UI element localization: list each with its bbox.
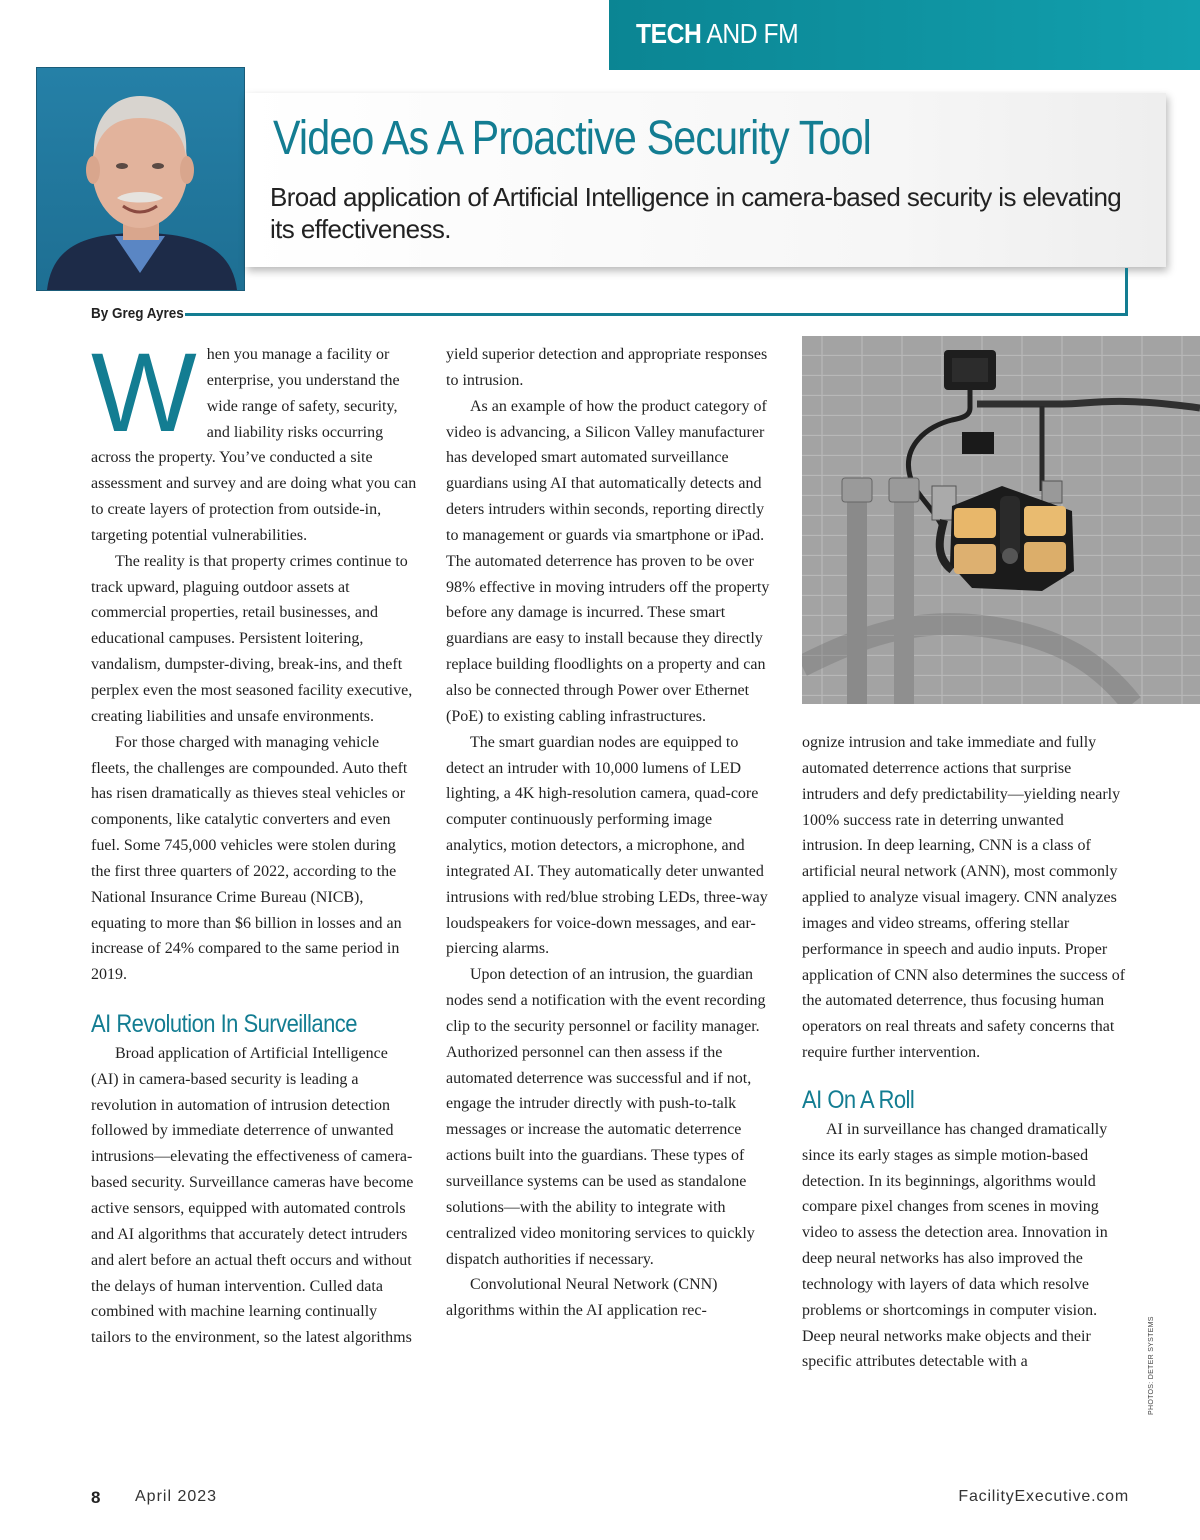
paragraph-3: For those charged with managing vehicle fleets, the challenges are compounded. Auto theft has risen dramatically as thieves steal vehicles or components, like catalytic converters and even fuel. Some 745,000 vehicles were stolen during the first three quarters of 2022, according to the National Insurance Crime Bureau (NICB), equating to more than $6 billion in losses and an increase of 24% compared to the same period in 2019.	[91, 733, 408, 984]
floodlight-photo-illustration	[802, 336, 1200, 704]
paragraph-9: AI in surveillance has changed dramatically since its early stages as simple motion-based detection. In its beginnings, algorithms would compare pixel changes from scenes in moving video to assess the detection area. Innovation in deep neural networks has also improved the technology with layers of data which resolve problems or shortcomings in computer vision. Deep neural networks make objects and their specific attributes detectable with a	[802, 1120, 1108, 1371]
paragraph-6: The smart guardian nodes are equipped to detect an intruder with 10,000 lumens of LED lighting, a 4K high-resolution camera, quad-core computer continuously performing image analytics, motion detectors, a microphone, and integrated AI. They automatically deter unwanted intrusions with red/blue strobing LEDs, three-way loudspeakers for voice-down messages, and ear-piercing alarms.	[446, 733, 768, 958]
author-portrait	[36, 67, 245, 291]
paragraph-8: Convolutional Neural Network (CNN) algorithms within the AI application rec-	[446, 1276, 718, 1320]
page-number: 8	[91, 1488, 101, 1507]
floodlight-camera-photo	[802, 336, 1200, 704]
section-label-bold: TECH	[636, 18, 702, 49]
header-rule-vertical	[1125, 268, 1128, 316]
issue-date: April 2023	[135, 1488, 218, 1505]
paragraph-1-text: hen you manage a facility or enterprise, you understand the wide range of safety, security, and liability risks occurring across the property. You’ve conducted a site assessment and survey and are doing what you can to create layers of protection from outside-in, targeting potential vulnerabilities.	[91, 346, 417, 544]
section-label	[636, 18, 798, 50]
paragraph-2: The reality is that property crimes continue to track upward, plaguing outdoor assets at commercial properties, retail businesses, and educational campuses. Persistent loitering, vandalism, dumpster-diving, break-ins, and theft perplex even the most seasoned facility executive, creating liabilities and unsafe environments.	[91, 552, 413, 725]
section-label-rest: AND FM	[701, 18, 799, 49]
publication-site: FacilityExecutive.com	[958, 1488, 1129, 1505]
paragraph-1	[91, 330, 417, 549]
article-title: Video As A Proactive Security Tool	[273, 112, 871, 165]
paragraph-5: As an example of how the product category of video is advancing, a Silicon Valley manufacturer has developed smart automated surveillance guardians using AI that automatically detects and deters intruders within seconds, reporting directly to management or guards via smartphone or iPad. The automated deterrence has proven to be over 98% effective in moving intruders off the property before any damage is incurred. These smart guardians are easy to install because they directly replace building floodlights on a property and can also be connected through Power over Ethernet (PoE) to existing cabling infrastructures.	[446, 397, 770, 725]
article-subtitle: Broad application of Artificial Intelligence in camera-based security is elevating its effectiveness.	[270, 182, 1122, 244]
paragraph-7: Upon detection of an intrusion, the guardian nodes send a notification with the event recording clip to the security personnel or facility manager. Authorized personnel can then assess if the automated deterrence was successful and if not, engage the intruder directly with push-to-talk messages or increase the automatic deterrence actions built into the guardians. These types of surveillance systems can be used as standalone solutions—with the ability to integrate with centralized video monitoring services to quickly dispatch authorities if necessary.	[446, 966, 766, 1268]
drop-cap: W	[91, 330, 197, 455]
article-column-1	[91, 330, 417, 1351]
author-photo-illustration	[37, 68, 244, 290]
paragraph-4-continued: yield superior detection and appropriate responses to intrusion.	[446, 346, 768, 389]
article-column-2	[446, 342, 772, 1324]
subheading-ai-revolution: AI Revolution In Surveillance	[91, 1010, 357, 1039]
article-column-3	[802, 730, 1128, 1375]
subheading-ai-on-a-roll: AI On A Roll	[802, 1085, 915, 1114]
paragraph-4: Broad application of Artificial Intelligence (AI) in camera-based security is leading a revolution in automation of intrusion detection followed by immediate deterrence of unwanted intrusions—elevating the effectiveness of camera-based security. Surveillance cameras have become active sensors, equipped with automated controls and AI algorithms that accurately detect intruders and alert before an actual theft occurs and without the delays of human intervention. Culled data combined with machine learning continually tailors to the environment, so the latest algorithms	[91, 1044, 414, 1347]
byline: By Greg Ayres	[91, 305, 184, 322]
paragraph-8-continued: ognize intrusion and take immediate and fully automated deterrence actions that surprise intruders and defy predictability—yielding nearly 100% success rate in deterring unwanted intrusion. In deep learning, CNN is a class of artificial neural network (ANN), most commonly applied to analyze visual imagery. CNN analyzes images and video streams, offering stellar performance in speech and audio inputs. Proper application of CNN also determines the success of the automated deterrence, thus focusing human operators on real threats and safety concerns that require further intervention.	[802, 734, 1126, 1062]
byline-rule	[185, 313, 1128, 316]
photo-credit: PHOTOS: DETER SYSTEMS	[1148, 1316, 1155, 1415]
section-tab	[609, 0, 1200, 70]
